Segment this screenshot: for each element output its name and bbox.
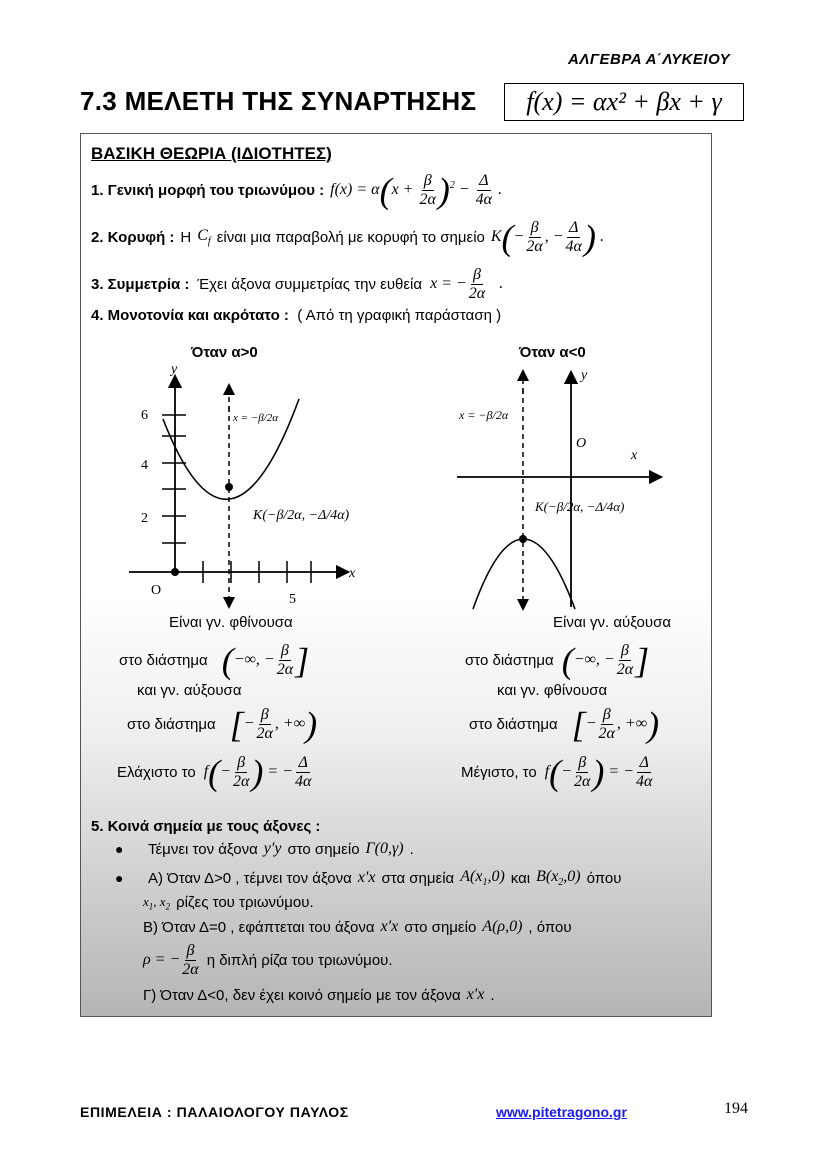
b2-text-d: όπου bbox=[586, 869, 622, 887]
vertex-formula: K(− $\frac{\beta}{2\alpha}$ , − $\frac{\Delta}{4\alpha}$ ) . bbox=[490, 217, 604, 258]
b2-text-a: Α) Όταν Δ>0 , τέμνει τον άξονα bbox=[147, 869, 352, 887]
symmetry-formula: x = − $\frac{\beta}{2\alpha}$ . bbox=[430, 266, 504, 302]
rho-formula: ρ = − $\frac{\beta}{2\alpha}$ bbox=[143, 942, 199, 978]
axis-line-label-left: x = −β/2α bbox=[233, 412, 279, 424]
xx-axis-b3: x′x bbox=[380, 918, 399, 935]
point-b: $B(x_2,0)$ bbox=[536, 868, 581, 889]
vertex-point-left bbox=[225, 483, 233, 491]
xx-axis: x′x bbox=[357, 869, 376, 887]
neg-interval2-label: στο διάστημα bbox=[469, 716, 558, 733]
gamma-point: Γ(0,γ) bbox=[365, 840, 404, 857]
neg-max-label: Μέγιστο, το bbox=[461, 764, 537, 781]
item-symmetry bbox=[91, 266, 503, 303]
b1-text-a: Τέμνει τον άξονα bbox=[147, 840, 258, 858]
neg-interval2-row bbox=[469, 706, 659, 743]
roots-symbols: $x_1$, $x_2$ bbox=[143, 894, 171, 912]
pos-increasing: και γν. αύξουσα bbox=[137, 682, 242, 699]
b2-text-c: και bbox=[510, 869, 531, 887]
b3-text-b: στο σημείο bbox=[404, 918, 477, 936]
graph-negative bbox=[451, 359, 671, 614]
tick-6: 6 bbox=[141, 408, 148, 423]
item3-label: 3. Συμμετρία : bbox=[91, 276, 190, 293]
general-form-formula: f(x) = α(x + $\frac{\beta}{2\alpha}$ )$^2$ − $\frac{\Delta}{4\alpha}$ . bbox=[330, 170, 503, 211]
b5-text: Γ) Όταν Δ<0, δεν έχει κοινό σημείο με τον άξονα bbox=[143, 986, 461, 1004]
pos-interval-row bbox=[119, 642, 309, 679]
item-general-form bbox=[91, 172, 502, 209]
b2-text-b: στα σημεία bbox=[381, 869, 455, 887]
graph-positive bbox=[121, 359, 371, 624]
y-label-left: y bbox=[171, 362, 178, 377]
pos-min-label: Ελάχιστο το bbox=[117, 764, 196, 781]
item2-text-b: είναι μια παραβολή με κορυφή το σημείο bbox=[216, 229, 485, 246]
neg-interval-formula: (−∞, − $\frac{\beta}{2\alpha}$ ] bbox=[561, 640, 650, 681]
pos-interval-label: στο διάστημα bbox=[119, 652, 208, 669]
origin-right: O bbox=[576, 436, 587, 451]
origin-left: O bbox=[151, 583, 162, 598]
vertex-point-right bbox=[519, 535, 527, 543]
pos-interval2-formula: [− $\frac{\beta}{2\alpha}$ , +∞) bbox=[229, 704, 318, 745]
origin-point-left bbox=[171, 568, 179, 576]
neg-decreasing: και γν. φθίνουσα bbox=[497, 682, 608, 699]
book-title: ΑΛΓΕΒΡΑ Α΄ΛΥΚΕΙΟΥ bbox=[568, 51, 731, 68]
tick-2: 2 bbox=[141, 511, 148, 526]
item4-label: 4. Μονοτονία και ακρότατο : bbox=[91, 307, 289, 324]
bullet-2 bbox=[115, 868, 621, 888]
neg-max-formula: f(− $\frac{\beta}{2\alpha}$ ) = − $\frac{\Delta}{4\alpha}$ bbox=[544, 752, 653, 793]
item5-label: 5. Κοινά σημεία με τους άξονες : bbox=[91, 818, 321, 835]
pos-interval-formula: (−∞, − $\frac{\beta}{2\alpha}$ ] bbox=[221, 640, 310, 681]
theory-box bbox=[80, 133, 712, 1017]
b3-text-c: , όπου bbox=[528, 918, 572, 936]
roots-row bbox=[143, 894, 314, 912]
item3-text: Έχει άξονα συμμετρίας την ευθεία bbox=[197, 276, 423, 293]
pos-min-row bbox=[117, 754, 313, 791]
bullet-dot: ● bbox=[115, 841, 124, 857]
case-positive-title: Όταν α>0 bbox=[191, 344, 258, 361]
cf-symbol: $C_f$ bbox=[197, 227, 211, 248]
vertex-label-left: K(−β/2α, −Δ/4α) bbox=[253, 508, 350, 523]
b2-text-e: ρίζες του τριωνύμου. bbox=[176, 894, 314, 912]
footer-author: ΕΠΙΜΕΛΕΙΑ : ΠΑΛΑΙΟΛΟΓΟΥ ΠΑΥΛΟΣ bbox=[80, 1104, 349, 1120]
x-label-left: x bbox=[349, 566, 356, 581]
bullet-1: ● Τέμνει τον άξονα y′y στο σημείο Γ(0,γ) . bbox=[115, 840, 414, 858]
pos-min-formula: f(− $\frac{\beta}{2\alpha}$ ) = − $\frac{\Delta}{4\alpha}$ bbox=[203, 752, 312, 793]
neg-max-row bbox=[461, 754, 654, 791]
b4-row bbox=[143, 942, 393, 979]
x-label-right: x bbox=[631, 448, 638, 463]
page-number: 194 bbox=[724, 1100, 748, 1117]
point-rho: A(ρ,0) bbox=[482, 918, 523, 935]
pos-decreasing: Είναι γν. φθίνουσα bbox=[169, 614, 293, 631]
theory-heading: ΒΑΣΙΚΗ ΘΕΩΡΙΑ (ΙΔΙΟΤΗΤΕΣ) bbox=[91, 144, 332, 163]
neg-increasing: Είναι γν. αύξουσα bbox=[553, 614, 672, 631]
b5-row: Γ) Όταν Δ<0, δεν έχει κοινό σημείο με τον άξονα x′x . bbox=[143, 986, 495, 1004]
case-negative-title: Όταν α<0 bbox=[519, 344, 586, 361]
page-title: 7.3 ΜΕΛΕΤΗ ΤΗΣ ΣΥΝΑΡΤΗΣΗΣ bbox=[80, 86, 477, 116]
b3-text-a: Β) Όταν Δ=0 , εφάπτεται του άξονα bbox=[143, 918, 375, 936]
pos-interval2-row bbox=[127, 706, 317, 743]
item2-text-a: Η bbox=[180, 229, 192, 246]
b1-text-b: στο σημείο bbox=[287, 840, 360, 858]
item2-label: 2. Κορυφή : bbox=[91, 229, 175, 246]
vertex-label-right: K(−β/2α, −Δ/4α) bbox=[535, 499, 625, 514]
neg-interval-row bbox=[465, 642, 649, 679]
bullet-dot: ● bbox=[115, 870, 124, 887]
point-a: $A(x_1,0)$ bbox=[460, 868, 505, 889]
tick-4: 4 bbox=[141, 458, 148, 473]
parabola-down bbox=[473, 539, 575, 609]
neg-interval-label: στο διάστημα bbox=[465, 652, 554, 669]
item4-text: ( Από τη γραφική παράσταση ) bbox=[297, 307, 502, 324]
b3-row bbox=[143, 918, 572, 936]
yy-axis: y′y bbox=[263, 840, 282, 857]
title-formula: f(x) = αx² + βx + γ bbox=[504, 83, 744, 121]
axis-line-label-right: x = −β/2α bbox=[459, 408, 509, 422]
y-ticks-left bbox=[162, 415, 186, 543]
item-monotonicity bbox=[91, 307, 501, 324]
pos-interval2-label: στο διάστημα bbox=[127, 716, 216, 733]
neg-interval2-formula: [− $\frac{\beta}{2\alpha}$ , +∞) bbox=[571, 704, 660, 745]
b4-text: η διπλή ρίζα του τριωνύμου. bbox=[206, 952, 393, 969]
y-label-right: y bbox=[581, 368, 588, 383]
tick-5: 5 bbox=[289, 592, 296, 607]
xx-axis-b5: x′x bbox=[466, 986, 485, 1003]
item1-label: 1. Γενική μορφή του τριωνύμου : bbox=[91, 182, 325, 199]
item-vertex bbox=[91, 219, 604, 256]
footer-link[interactable]: www.pitetragono.gr bbox=[496, 1104, 627, 1120]
